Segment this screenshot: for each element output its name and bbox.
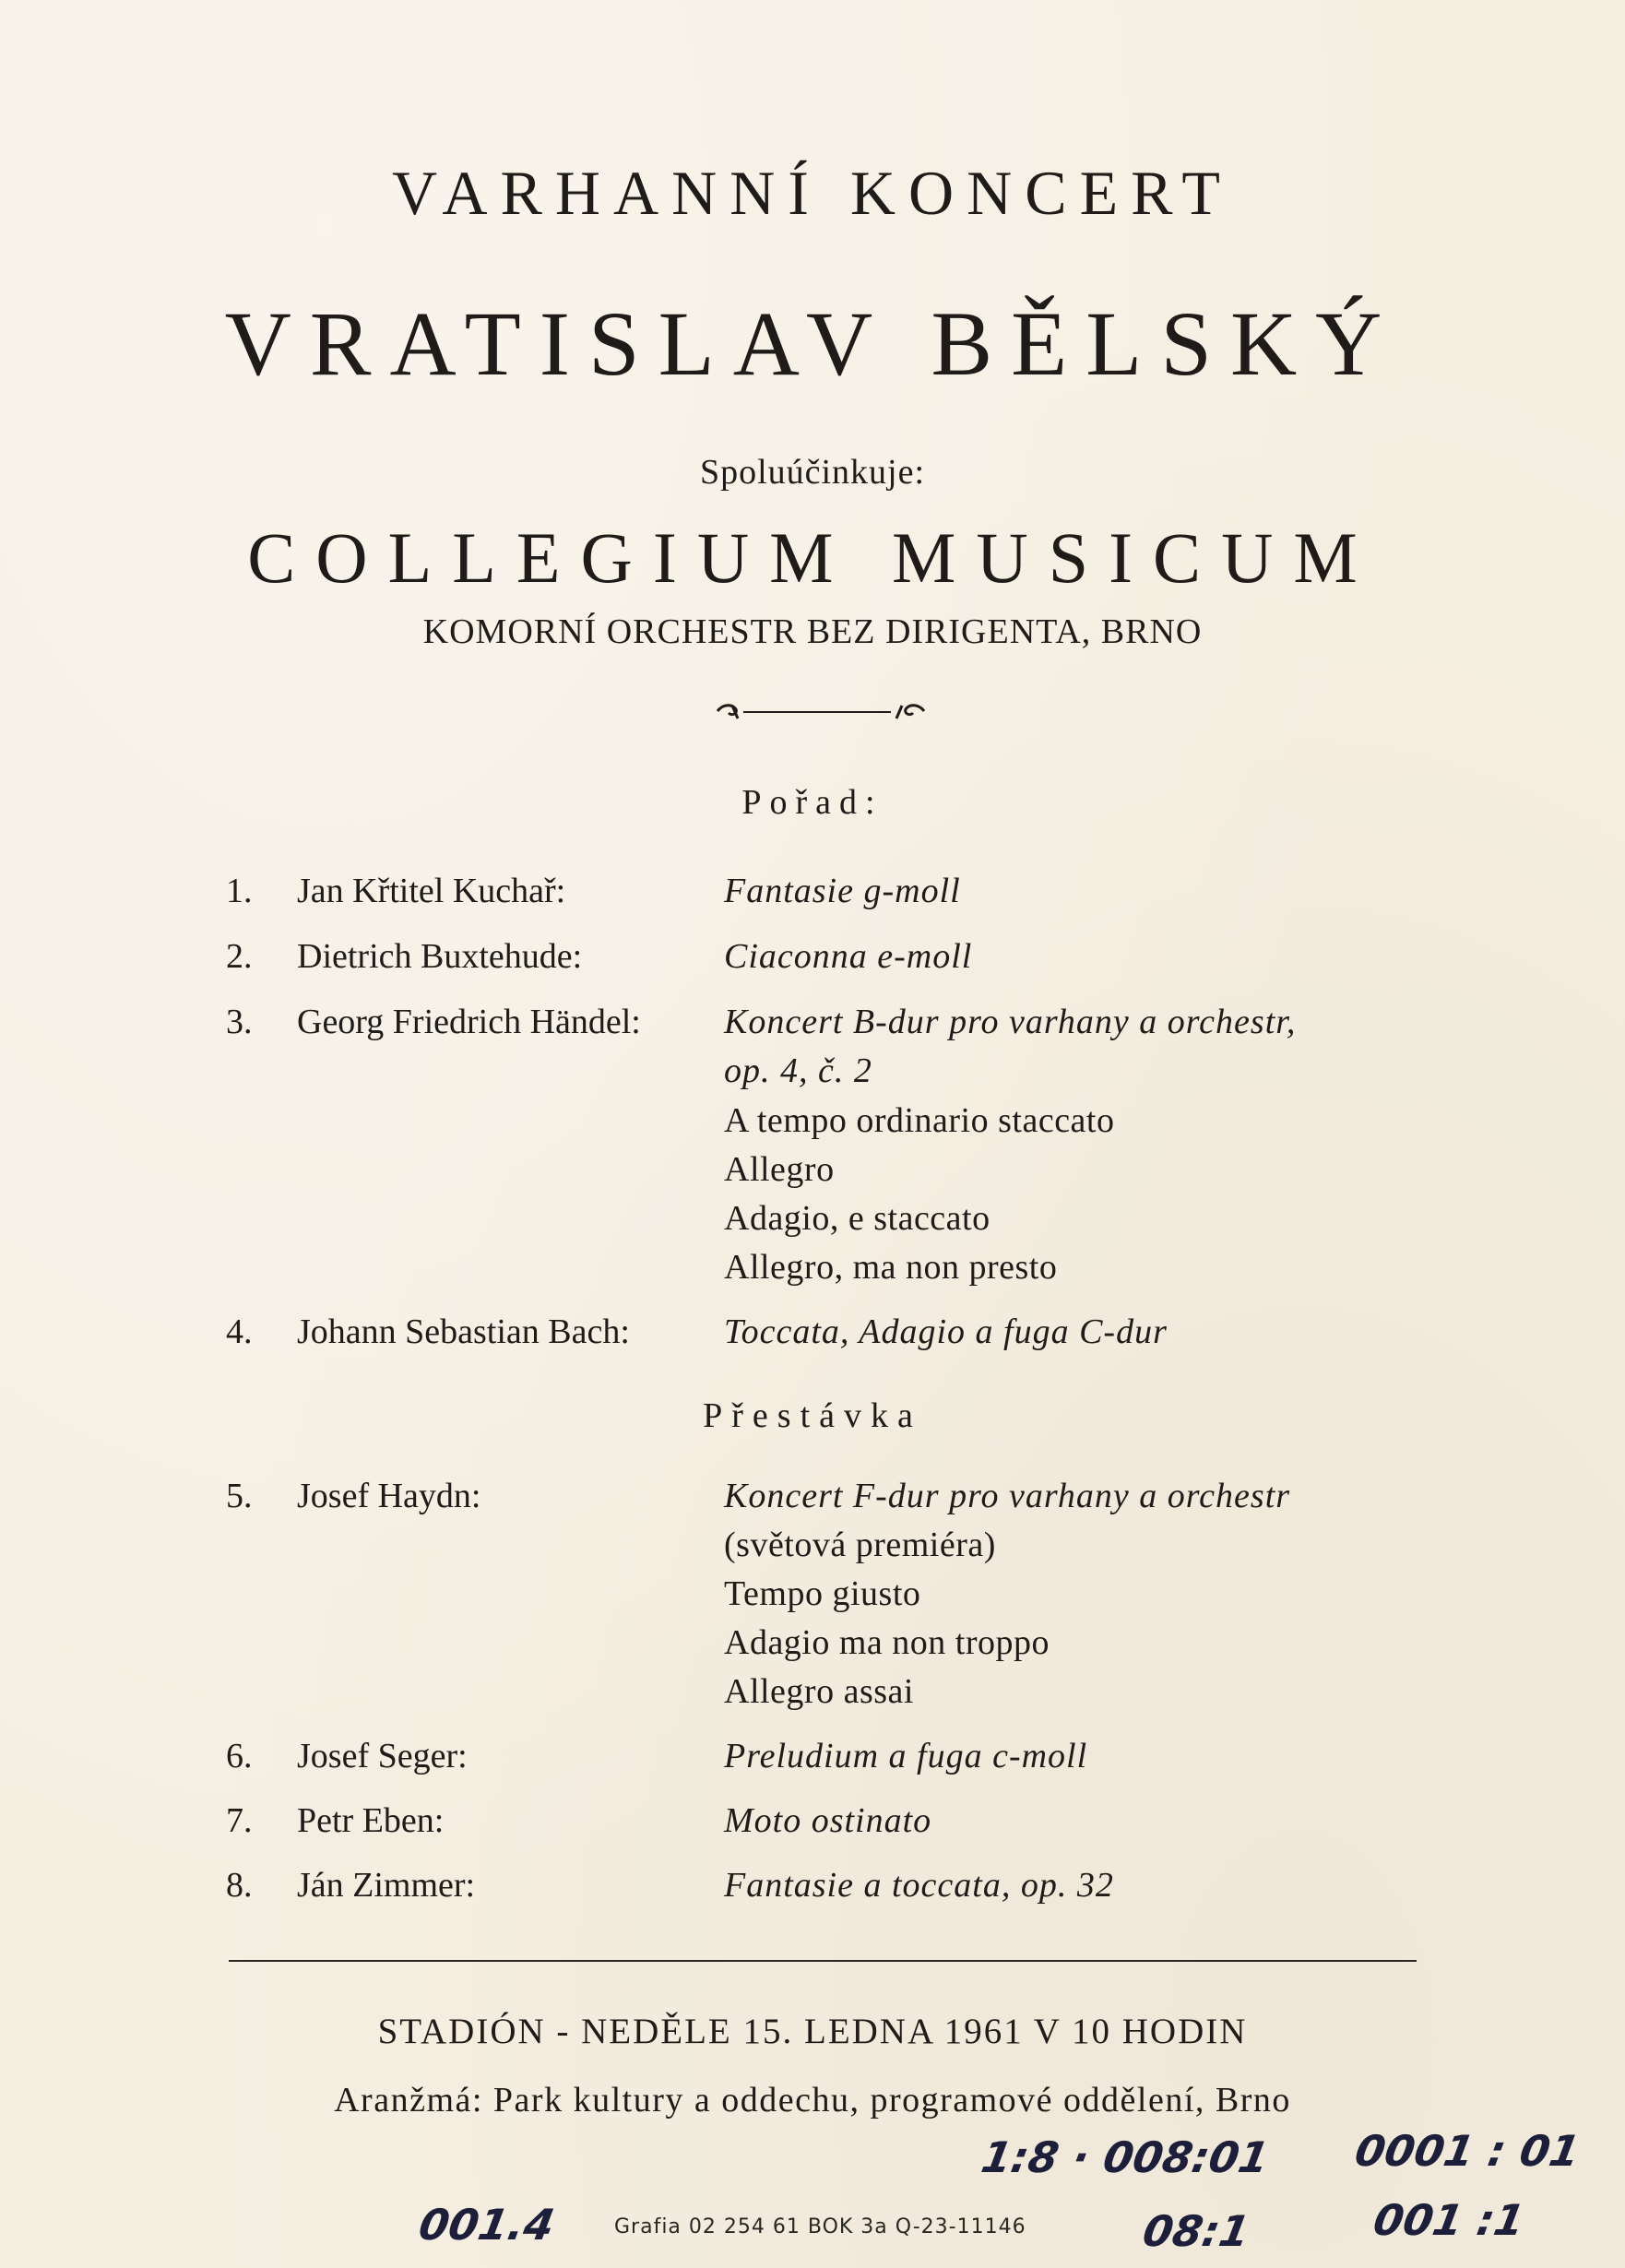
handwritten-note: 08:1 — [1139, 2206, 1254, 2256]
program-item-composer: Johann Sebastian Bach: — [297, 1312, 630, 1351]
program-item-work: Preludium a fuga c-moll — [724, 1737, 1088, 1775]
program-item-number: 5. — [226, 1477, 253, 1515]
program-item-work: Fantasie a toccata, op. 32 — [724, 1866, 1114, 1905]
movement: A tempo ordinario staccato — [724, 1101, 1115, 1140]
performer-name: VRATISLAV BĚLSKÝ — [224, 292, 1401, 395]
program-item-composer: Josef Haydn: — [297, 1477, 481, 1515]
program-item-work-continued: op. 4, č. 2 — [724, 1051, 872, 1090]
venue-date: STADIÓN - NEDĚLE 15. LEDNA 1961 V 10 HODIN — [377, 2012, 1248, 2051]
program-item-work: Toccata, Adagio a fuga C-dur — [724, 1312, 1168, 1351]
program-item-number: 7. — [226, 1801, 253, 1840]
cooperation-label: Spoluúčinkuje: — [699, 453, 926, 492]
program-label: Pořad: — [741, 783, 884, 822]
ensemble-subtitle: KOMORNÍ ORCHESTR BEZ DIRIGENTA, BRNO — [422, 612, 1203, 651]
movement: Allegro assai — [724, 1672, 914, 1711]
movement: Adagio ma non troppo — [724, 1623, 1050, 1662]
program-item-note: (světová premiéra) — [724, 1526, 996, 1564]
program-item-composer: Jan Křtitel Kuchař: — [297, 872, 566, 910]
program-item-composer: Petr Eben: — [297, 1801, 445, 1840]
handwritten-note: 001.4 — [415, 2200, 559, 2250]
movement: Tempo giusto — [724, 1574, 921, 1613]
program-item-composer: Ján Zimmer: — [297, 1866, 476, 1905]
handwritten-note: 001 :1 — [1370, 2195, 1529, 2245]
program-item-composer: Dietrich Buxtehude: — [297, 937, 583, 976]
program-item-number: 3. — [226, 1003, 253, 1041]
printer-imprint: Grafia 02 254 61 BOK 3a Q-23-11146 — [614, 2215, 1026, 2238]
program-item-composer: Georg Friedrich Händel: — [297, 1003, 641, 1041]
program-item-work: Fantasie g-moll — [724, 872, 961, 910]
concert-title: VARHANNÍ KONCERT — [392, 158, 1233, 228]
intermission-label: Přestávka — [703, 1396, 922, 1435]
handwritten-note: 0001 : 01 — [1351, 2126, 1584, 2176]
program-item-number: 4. — [226, 1312, 253, 1351]
program-item-work: Moto ostinato — [724, 1801, 932, 1840]
program-item-work: Koncert B-dur pro varhany a orchestr, — [724, 1003, 1297, 1041]
arrangement-note: Aranžmá: Park kultury a oddechu, programové oddělení, Brno — [334, 2081, 1291, 2120]
program-item-number: 8. — [226, 1866, 253, 1905]
movement: Adagio, e staccato — [724, 1199, 990, 1238]
program-item-number: 1. — [226, 872, 253, 910]
program-item-work: Koncert F-dur pro varhany a orchestr — [724, 1477, 1291, 1515]
program-item-composer: Josef Seger: — [297, 1737, 468, 1775]
ensemble-name: COLLEGIUM MUSICUM — [247, 517, 1378, 598]
program-item-work: Ciaconna e-moll — [724, 937, 973, 976]
handwritten-note: 1:8 · 008:01 — [978, 2132, 1274, 2182]
movement: Allegro, ma non presto — [724, 1248, 1058, 1287]
program-item-number: 2. — [226, 937, 253, 976]
divider-line — [229, 1960, 1417, 1962]
program-item-number: 6. — [226, 1737, 253, 1775]
movement: Allegro — [724, 1150, 835, 1189]
